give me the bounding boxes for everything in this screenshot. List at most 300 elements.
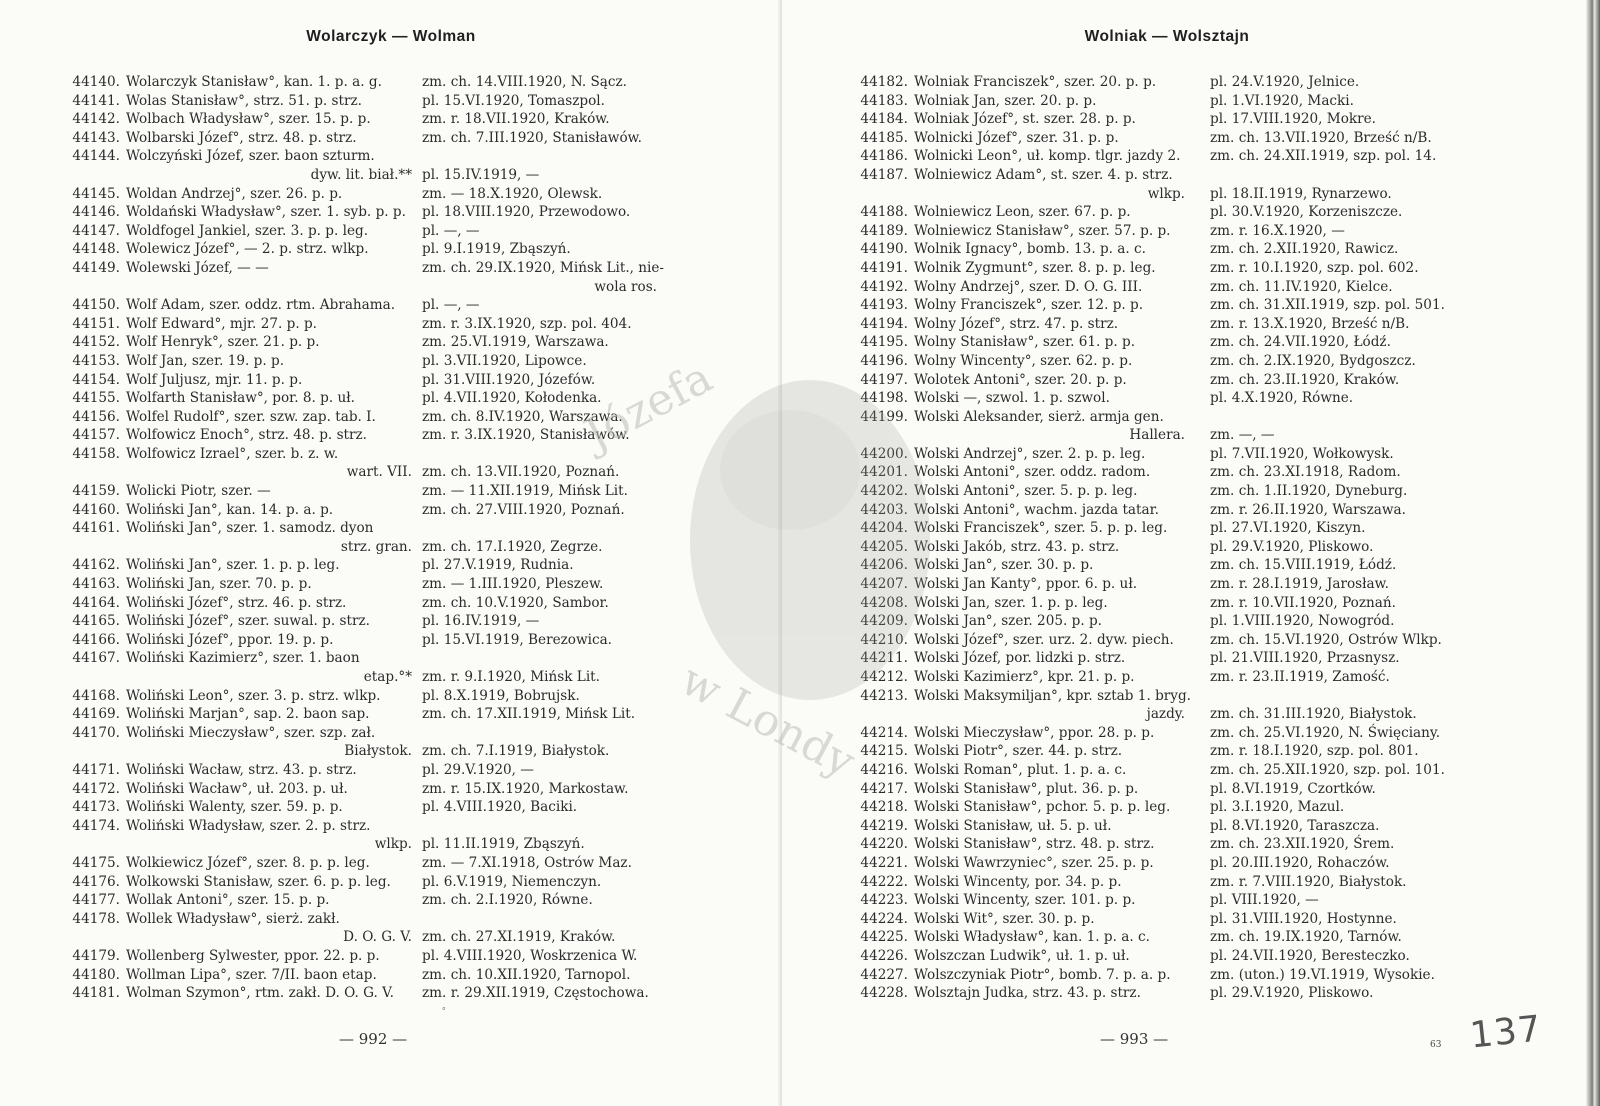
entry-number: 44191. [860, 259, 908, 276]
watermark-text-top: Józefa [576, 351, 721, 461]
entry-details: zm. — 1.III.1920, Pleszew. [422, 576, 604, 593]
entry-details: zm. ch. 13.VII.1920, Brześć n/B. [1210, 129, 1432, 146]
register-entry [0, 854, 782, 873]
entry-details: zm. — 18.X.1920, Olewsk. [422, 185, 603, 202]
entry-name: Wolski Franciszek°, szer. 5. p. p. leg. [914, 520, 1168, 537]
register-entry [0, 147, 782, 166]
entry-details: zm. ch. 27.XI.1919, Kraków. [422, 929, 616, 946]
entry-details: zm. r. 10.VII.1920, Poznań. [1210, 594, 1396, 611]
entry-number: 44183. [860, 92, 908, 109]
register-entry [0, 966, 782, 985]
entry-name: Wolnicki Józef°, szer. 31. p. p. [914, 129, 1119, 146]
register-entry [0, 631, 782, 650]
entry-name: Wolski Antoni°, szer. 5. p. p. leg. [914, 483, 1138, 500]
register-entry [782, 482, 1600, 501]
entry-number: 44145. [72, 185, 120, 202]
entry-name: Wolniewicz Stanisław°, szer. 57. p. p. [914, 222, 1171, 239]
entry-details: zm. ch. 25.XII.1920, szp. pol. 101. [1210, 761, 1445, 778]
register-entry [782, 147, 1600, 166]
entry-continuation: strz. gran. [340, 538, 412, 555]
entry-number: 44193. [860, 297, 908, 314]
register-entry [782, 891, 1600, 910]
entry-name: Woliński Mieczysław°, szer. szp. zał. [126, 724, 376, 741]
left-page-heading: Wolarczyk — Wolman [306, 28, 476, 45]
entry-number: 44154. [72, 371, 120, 388]
entry-name: Woliński Wacław, strz. 43. p. strz. [126, 761, 357, 778]
entry-name: Wolbach Władysław°, szer. 15. p. p. [126, 111, 371, 128]
register-entry [0, 482, 782, 501]
register-entry [0, 668, 782, 687]
register-entry [0, 928, 782, 947]
entry-details: pl. —, — [422, 297, 480, 314]
entry-name: Wollenberg Sylwester, ppor. 22. p. p. [126, 947, 380, 964]
entry-number: 44214. [860, 724, 908, 741]
entry-number: 44208. [860, 594, 908, 611]
entry-name: Woliński Walenty, szer. 59. p. p. [126, 799, 343, 816]
entry-number: 44159. [72, 483, 120, 500]
entry-details: pl. 4.X.1920, Równe. [1210, 390, 1354, 407]
register-entry [782, 780, 1600, 799]
entry-name: Wolf Henryk°, szer. 21. p. p. [126, 334, 320, 351]
entry-details: pl. 27.V.1919, Rudnia. [422, 557, 574, 574]
handwritten-number: 137 [1468, 1008, 1544, 1057]
entry-name: Wolicki Piotr, szer. — [126, 483, 271, 500]
entry-number: 44180. [72, 966, 120, 983]
register-entry [0, 352, 782, 371]
entry-number: 44217. [860, 780, 908, 797]
entry-details: zm. ch. 31.XII.1919, szp. pol. 501. [1210, 297, 1445, 314]
entry-number: 44166. [72, 631, 120, 648]
register-entry [0, 984, 782, 1003]
register-entry [0, 259, 782, 278]
entry-name: Woliński Jan°, szer. 1. samodz. dyon [126, 520, 374, 537]
entry-name: Woliński Kazimierz°, szer. 1. baon [126, 650, 360, 667]
register-entry [0, 315, 782, 334]
register-entry [0, 203, 782, 222]
entry-number: 44161. [72, 520, 120, 537]
entry-name: Wolski Maksymiljan°, kpr. sztab 1. bryg. [914, 687, 1191, 704]
entry-number: 44169. [72, 706, 120, 723]
page-edge [1586, 0, 1600, 1106]
entry-name: Woldański Władysław°, szer. 1. syb. p. p. [126, 204, 406, 221]
entry-details: zm. ch. 25.VI.1920, N. Święciany. [1210, 724, 1441, 741]
signature-mark: 63 [1430, 1040, 1442, 1050]
register-entry [782, 761, 1600, 780]
entry-name: Woliński Wacław°, uł. 203. p. uł. [126, 780, 348, 797]
entry-details: zm. ch. 8.IV.1920, Warszawa. [422, 408, 623, 425]
entry-details: zm. ch. 23.XI.1918, Radom. [1210, 464, 1401, 481]
entry-number: 44215. [860, 743, 908, 760]
entry-name: Wolas Stanisław°, strz. 51. p. strz. [126, 92, 362, 109]
entry-continuation: Hallera. [1129, 427, 1185, 444]
register-entry [782, 612, 1600, 631]
entry-number: 44186. [860, 148, 908, 165]
entry-number: 44176. [72, 873, 120, 890]
entry-number: 44146. [72, 204, 120, 221]
register-entry [782, 240, 1600, 259]
entry-details: zm. ch. 23.II.1920, Kraków. [1210, 371, 1400, 388]
register-entry [782, 538, 1600, 557]
entry-details: zm. ch. 2.I.1920, Równe. [422, 892, 593, 909]
register-entry [782, 631, 1600, 650]
register-entry [782, 166, 1600, 185]
entry-name: Wolotek Antoni°, szer. 20. p. p. [914, 371, 1127, 388]
entry-details: pl. 8.VI.1919, Czortków. [1210, 780, 1376, 797]
register-entry [782, 984, 1600, 1003]
entry-name: Wolf Adam, szer. oddz. rtm. Abrahama. [126, 297, 396, 314]
entry-number: 44160. [72, 501, 120, 518]
entry-number: 44149. [72, 259, 120, 276]
right-page-heading: Wolniak — Wolsztajn [1084, 28, 1250, 45]
entry-details: pl. VIII.1920, — [1210, 892, 1319, 909]
register-entry [782, 928, 1600, 947]
entry-number: 44179. [72, 947, 120, 964]
entry-name: Wolski —, szwol. 1. p. szwol. [914, 390, 1110, 407]
entry-details: pl. 8.X.1919, Bobrujsk. [422, 687, 580, 704]
entry-continuation: D. O. G. V. [343, 929, 412, 946]
entry-details: zm. r. 16.X.1920, — [1210, 222, 1345, 239]
entry-number: 44153. [72, 352, 120, 369]
entry-number: 44205. [860, 538, 908, 555]
register-entry [0, 594, 782, 613]
register-entry [0, 426, 782, 445]
entry-name: Wolski Wincenty, szer. 101. p. p. [914, 892, 1136, 909]
entry-number: 44140. [72, 74, 120, 90]
entry-number: 44209. [860, 613, 908, 630]
entry-details: zm. ch. 24.VII.1920, Łódź. [1210, 334, 1391, 351]
entry-details: pl. 4.VIII.1920, Baciki. [422, 799, 578, 816]
register-entry [782, 463, 1600, 482]
entry-number: 44173. [72, 799, 120, 816]
entry-number: 44221. [860, 854, 908, 871]
entry-name: Wolczyński Józef, szer. baon szturm. [126, 148, 375, 165]
entry-continuation: Białystok. [344, 743, 412, 760]
entry-name: Wolski Jan Kanty°, ppor. 6. p. uł. [914, 576, 1138, 593]
entry-name: Wolski Jan°, szer. 205. p. p. [914, 613, 1102, 630]
register-entry [0, 910, 782, 929]
register-entry [782, 594, 1600, 613]
entry-number: 44206. [860, 557, 908, 574]
entry-details: pl. 15.VI.1919, Berezowica. [422, 631, 613, 648]
entry-details: zm. ch. 14.VIII.1920, N. Sącz. [422, 74, 627, 90]
entry-number: 44184. [860, 111, 908, 128]
entry-details: zm. r. 28.I.1919, Jarosław. [1210, 576, 1389, 593]
register-entry [0, 389, 782, 408]
entry-details: zm. r. 10.I.1920, szp. pol. 602. [1210, 259, 1419, 276]
register-entry [782, 296, 1600, 315]
entry-details: pl. 16.IV.1919, — [422, 613, 540, 630]
register-entry [0, 612, 782, 631]
entry-number: 44197. [860, 371, 908, 388]
entry-number: 44171. [72, 761, 120, 778]
entry-details: pl. 27.VI.1920, Kiszyn. [1210, 520, 1366, 537]
register-entry [0, 780, 782, 799]
register-entry [0, 278, 782, 297]
entry-name: Wolski Jan, szer. 1. p. p. leg. [914, 594, 1108, 611]
entry-details: zm. ch. 7.I.1919, Białystok. [422, 743, 610, 760]
entry-details: zm. ch. 2.IX.1920, Bydgoszcz. [1210, 352, 1416, 369]
entry-name: Wolsztajn Judka, strz. 43. p. strz. [914, 985, 1141, 1002]
entry-details: zm. — 11.XII.1919, Mińsk Lit. [422, 483, 628, 500]
entry-details: zm. 25.VI.1919, Warszawa. [422, 334, 609, 351]
register-entry [0, 649, 782, 668]
entry-name: Wolski Wincenty, por. 34. p. p. [914, 873, 1122, 890]
entry-name: Wolfowicz Enoch°, strz. 48. p. strz. [126, 427, 367, 444]
entry-continuation: wlkp. [1147, 185, 1185, 202]
entry-number: 44185. [860, 129, 908, 146]
entry-details: zm. r. 23.II.1919, Zamość. [1210, 669, 1390, 685]
left-entries-list [0, 73, 782, 1003]
entry-number: 44152. [72, 334, 120, 351]
entry-continuation: wart. VII. [346, 464, 412, 481]
register-entry [0, 110, 782, 129]
register-entry [0, 240, 782, 259]
entry-number: 44182. [860, 74, 908, 90]
register-entry [0, 556, 782, 575]
register-entry [0, 873, 782, 892]
entry-details: zm. ch. 15.VI.1920, Ostrów Wlkp. [1210, 631, 1442, 648]
register-entry [0, 463, 782, 482]
entry-name: Wolski Antoni°, szer. oddz. radom. [914, 464, 1151, 481]
entry-details: pl. 18.II.1919, Rynarzewo. [1210, 185, 1392, 202]
entry-name: Wolf Juljusz, mjr. 11. p. p. [126, 371, 303, 388]
entry-number: 44157. [72, 427, 120, 444]
entry-number: 44218. [860, 799, 908, 816]
entry-details: zm. ch. 2.XII.1920, Rawicz. [1210, 241, 1399, 258]
register-entry [782, 92, 1600, 111]
entry-number: 44165. [72, 613, 120, 630]
register-entry [782, 389, 1600, 408]
entry-number: 44219. [860, 817, 908, 834]
entry-number: 44207. [860, 576, 908, 593]
register-entry [0, 947, 782, 966]
entry-number: 44220. [860, 836, 908, 853]
entry-number: 44172. [72, 780, 120, 797]
entry-number: 44178. [72, 910, 120, 927]
entry-number: 44164. [72, 594, 120, 611]
entry-details: zm. r. 15.IX.1920, Markostaw. [422, 780, 629, 797]
entry-number: 44228. [860, 985, 908, 1002]
register-entry [0, 185, 782, 204]
entry-details: zm. ch. 10.V.1920, Sambor. [422, 594, 609, 611]
register-entry [782, 835, 1600, 854]
entry-details: pl. 9.I.1919, Zbąszyń. [422, 241, 571, 258]
entry-name: Wolski Stanisław°, pchor. 5. p. p. leg. [914, 799, 1171, 816]
entry-name: Wolszczan Ludwik°, uł. 1. p. uł. [914, 947, 1130, 964]
entry-name: Wolarczyk Stanisław°, kan. 1. p. a. g. [126, 74, 382, 90]
register-entry [782, 519, 1600, 538]
entry-details: pl. 3.VII.1920, Lipowce. [422, 352, 587, 369]
entry-details: pl. —, — [422, 222, 480, 239]
register-entry [0, 408, 782, 427]
entry-name: Wolski Aleksander, sierż. armja gen. [914, 408, 1164, 425]
entry-number: 44226. [860, 947, 908, 964]
register-entry [782, 73, 1600, 92]
entry-name: Wolnik Ignacy°, bomb. 13. p. a. c. [914, 241, 1146, 258]
entry-name: Wolski Józef°, szer. urz. 2. dyw. piech. [914, 631, 1174, 648]
entry-details: pl. 4.VIII.1920, Woskrzenica W. [422, 947, 638, 964]
entry-details: zm. r. 18.I.1920, szp. pol. 801. [1210, 743, 1419, 760]
register-entry [782, 910, 1600, 929]
register-entry [0, 519, 782, 538]
entry-number: 44163. [72, 576, 120, 593]
entry-number: 44168. [72, 687, 120, 704]
entry-name: Wolski Roman°, plut. 1. p. a. c. [914, 761, 1127, 778]
register-entry [782, 333, 1600, 352]
register-entry [782, 203, 1600, 222]
left-page-number: — 992 — [339, 1030, 408, 1048]
entry-details: zm. r. 3.IX.1920, Stanisławów. [422, 427, 630, 444]
entry-details: zm. ch. 23.XII.1920, Śrem. [1210, 836, 1395, 853]
register-entry [0, 724, 782, 743]
entry-details: pl. 30.V.1920, Korzeniszcze. [1210, 204, 1403, 221]
entry-name: Wolszczyniak Piotr°, bomb. 7. p. a. p. [914, 966, 1171, 983]
entry-name: Woldfogel Jankiel, szer. 3. p. p. leg. [126, 222, 369, 239]
entry-name: Woliński Jan, szer. 70. p. p. [126, 576, 312, 593]
entry-details: pl. 17.VIII.1920, Mokre. [1210, 111, 1376, 128]
entry-number: 44213. [860, 687, 908, 704]
entry-details: zm. —, — [1210, 427, 1275, 444]
entry-number: 44212. [860, 669, 908, 685]
register-entry [782, 278, 1600, 297]
entry-name: Wolewski Józef, — — [126, 259, 269, 276]
entry-number: 44167. [72, 650, 120, 667]
entry-number: 44200. [860, 445, 908, 462]
entry-continuation: jazdy. [1146, 706, 1185, 723]
register-entry [782, 947, 1600, 966]
entry-number: 44174. [72, 817, 120, 834]
entry-name: Wolewicz Józef°, — 2. p. strz. wlkp. [126, 241, 369, 258]
register-entry [782, 668, 1600, 687]
entry-name: Wollak Antoni°, szer. 15. p. p. [126, 892, 330, 909]
register-entry [0, 371, 782, 390]
entry-name: Woliński Józef°, ppor. 19. p. p. [126, 631, 334, 648]
entry-name: Wolski Józef, por. lidzki p. strz. [914, 650, 1126, 667]
entry-details: pl. 31.VIII.1920, Józefów. [422, 371, 596, 388]
entry-name: Wolniewicz Leon, szer. 67. p. p. [914, 204, 1131, 221]
entry-number: 44201. [860, 464, 908, 481]
entry-name: Wolski Antoni°, wachm. jazda tatar. [914, 501, 1159, 518]
register-entry [0, 817, 782, 836]
register-entry [782, 817, 1600, 836]
entry-name: Wollek Władysław°, sierż. zakł. [126, 910, 340, 927]
entry-number: 44151. [72, 315, 120, 332]
entry-number: 44170. [72, 724, 120, 741]
register-entry [782, 129, 1600, 148]
entry-details: zm. ch. 24.XII.1919, szp. pol. 14. [1210, 148, 1437, 165]
entry-name: Wolniak Józef°, st. szer. 28. p. p. [914, 111, 1136, 128]
entry-details: zm. r. 18.VII.1920, Kraków. [422, 111, 610, 128]
register-entry [782, 687, 1600, 706]
left-page [0, 0, 782, 1106]
entry-number: 44155. [72, 390, 120, 407]
register-entry [0, 501, 782, 520]
entry-name: Wolf Jan, szer. 19. p. p. [126, 352, 285, 369]
entry-name: Wolski Stanisław°, strz. 48. p. strz. [914, 836, 1155, 853]
register-entry [782, 408, 1600, 427]
entry-number: 44227. [860, 966, 908, 983]
register-entry [782, 501, 1600, 520]
entry-number: 44202. [860, 483, 908, 500]
entry-number: 44143. [72, 129, 120, 146]
entry-name: Woliński Władysław, szer. 2. p. strz. [126, 817, 371, 834]
register-entry [782, 315, 1600, 334]
entry-details: zm. ch. 11.IV.1920, Kielce. [1210, 278, 1393, 295]
entry-name: Wolfowicz Izrael°, szer. b. z. w. [126, 445, 339, 462]
entry-details: zm. ch. 13.VII.1920, Poznań. [422, 464, 620, 481]
register-entry [782, 854, 1600, 873]
entry-details: pl. 15.VI.1920, Tomaszpol. [422, 92, 605, 109]
register-entry [0, 761, 782, 780]
entry-details: pl. 24.V.1920, Jelnice. [1210, 74, 1360, 90]
entry-name: Wolkiewicz Józef°, szer. 8. p. p. leg. [126, 854, 370, 871]
register-entry [0, 445, 782, 464]
entry-details: pl. 1.VIII.1920, Nowogród. [1210, 613, 1395, 630]
entry-name: Wolny Józef°, strz. 47. p. strz. [914, 315, 1119, 332]
register-entry [0, 166, 782, 185]
entry-details: zm. r. 7.VIII.1920, Białystok. [1210, 873, 1407, 890]
entry-number: 44211. [860, 650, 908, 667]
right-page-number: — 993 — [1100, 1030, 1169, 1048]
entry-details: zm. ch. 7.III.1920, Stanisławów. [422, 129, 642, 146]
register-entry [0, 798, 782, 817]
entry-details: pl. 24.VII.1920, Beresteczko. [1210, 947, 1410, 964]
entry-details: pl. 31.VIII.1920, Hostynne. [1210, 910, 1397, 927]
entry-continuation: wlkp. [374, 836, 412, 853]
register-entry [782, 445, 1600, 464]
register-entry [0, 129, 782, 148]
entry-number: 44224. [860, 910, 908, 927]
register-entry [782, 873, 1600, 892]
entry-name: Wolnik Zygmunt°, szer. 8. p. p. leg. [914, 259, 1156, 276]
register-entry [782, 724, 1600, 743]
entry-number: 44225. [860, 929, 908, 946]
right-entries-list [782, 73, 1600, 1003]
entry-name: Wolski Wit°, szer. 30. p. p. [914, 910, 1095, 927]
register-entry [782, 110, 1600, 129]
register-entry [0, 538, 782, 557]
entry-name: Wolski Stanisław, uł. 5. p. uł. [914, 817, 1112, 834]
register-entry [0, 891, 782, 910]
entry-number: 44203. [860, 501, 908, 518]
entry-details: zm. r. 9.I.1920, Mińsk Lit. [422, 669, 600, 685]
entry-continuation: etap.°* [363, 669, 412, 685]
entry-details: pl. 29.V.1920, Pliskowo. [1210, 985, 1374, 1002]
watermark-text-bottom: w Londy [672, 654, 864, 788]
entry-name: Wolski Wawrzyniec°, szer. 25. p. p. [914, 854, 1154, 871]
register-entry [782, 185, 1600, 204]
entry-name: Woliński Marjan°, sap. 2. baon sap. [126, 706, 370, 723]
right-page [782, 0, 1600, 1106]
register-entry [782, 556, 1600, 575]
entry-details: pl. 6.V.1919, Niemenczyn. [422, 873, 602, 890]
register-entry [0, 835, 782, 854]
entry-number: 44147. [72, 222, 120, 239]
entry-number: 44141. [72, 92, 120, 109]
register-entry [782, 371, 1600, 390]
register-entry [782, 966, 1600, 985]
entry-number: 44198. [860, 390, 908, 407]
entry-details: zm. r. 26.II.1920, Warszawa. [1210, 501, 1406, 518]
entry-number: 44216. [860, 761, 908, 778]
entry-details: pl. 29.V.1920, — [422, 761, 534, 778]
entry-number: 44210. [860, 631, 908, 648]
register-entry [0, 73, 782, 92]
entry-number: 44194. [860, 315, 908, 332]
entry-name: Wolnicki Leon°, uł. komp. tlgr. jazdy 2. [914, 148, 1181, 165]
register-entry [0, 333, 782, 352]
register-entry [782, 798, 1600, 817]
